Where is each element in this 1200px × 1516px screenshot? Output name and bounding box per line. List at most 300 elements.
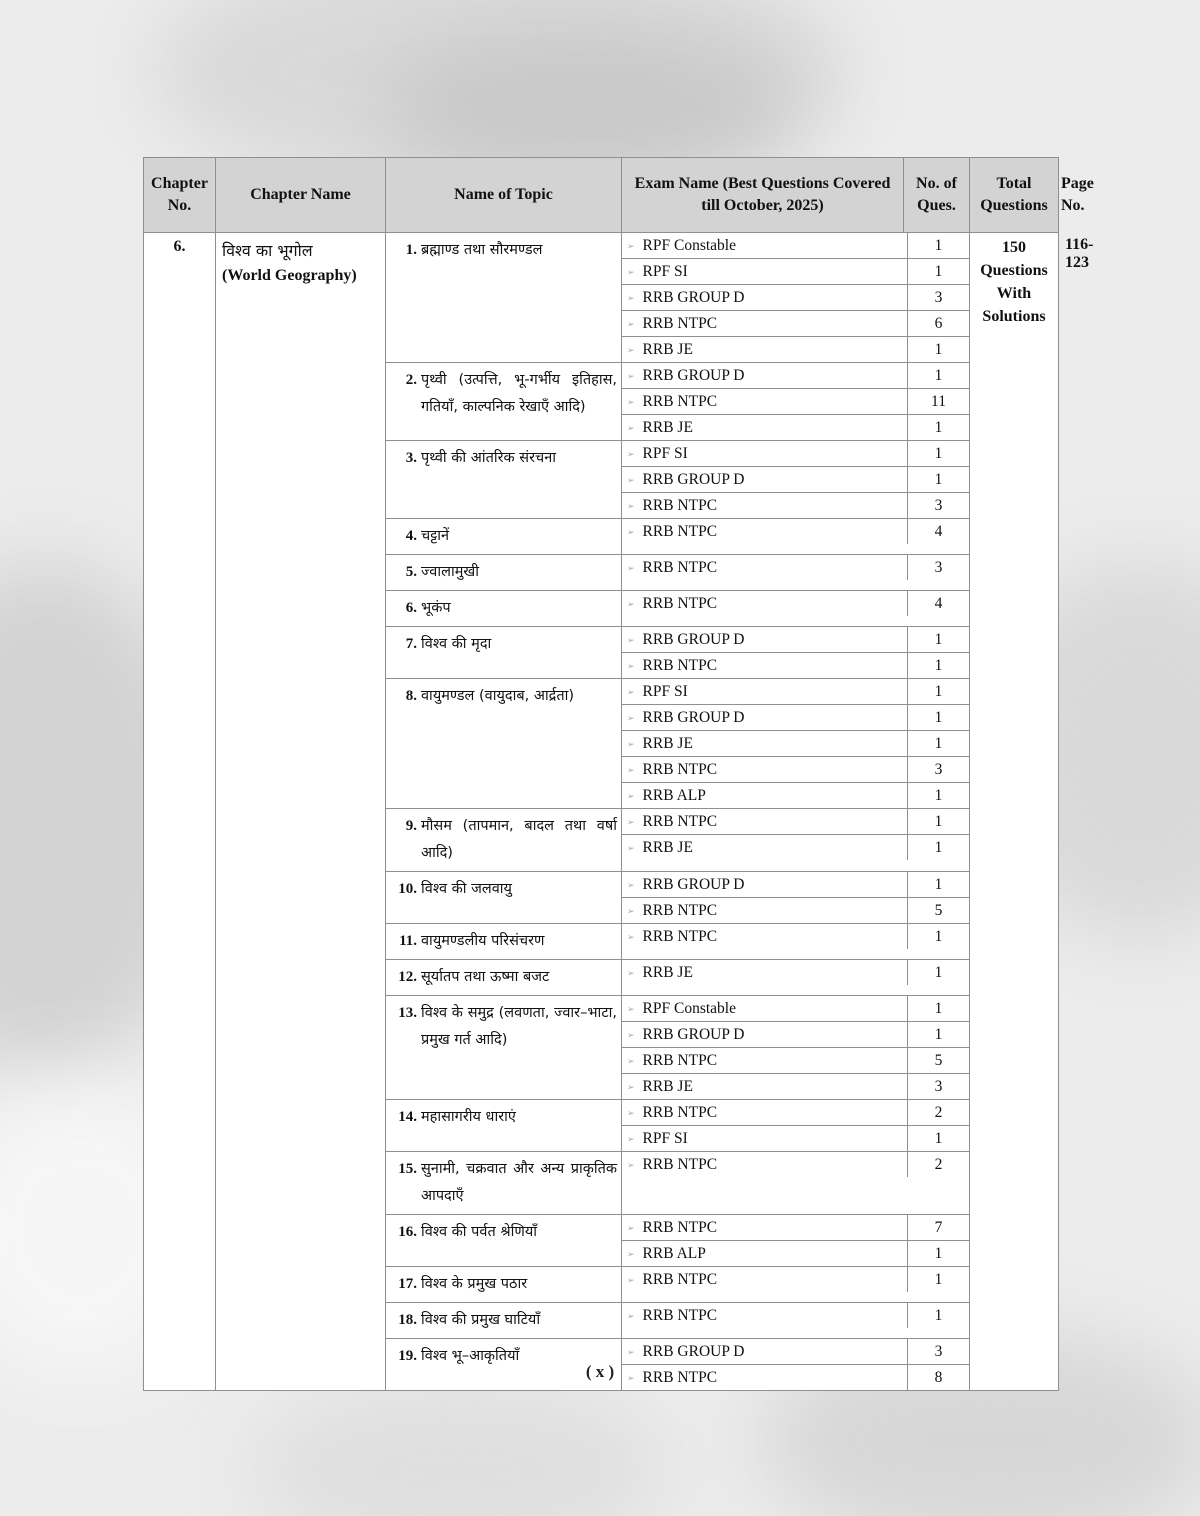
header-exam-questions [622,158,970,233]
exam-name [622,467,908,493]
exam-name [622,924,908,949]
exam-list-cell [622,555,970,591]
exam-row [622,311,969,337]
topic [391,237,617,264]
bullet-arrow-icon: ➢ [627,1275,635,1286]
bullet-arrow-icon: ➢ [627,1030,635,1041]
bullet-arrow-icon: ➢ [627,501,635,512]
exam-name-text: RPF Constable [642,236,736,254]
exam-name [622,731,908,757]
question-count: 1 [908,872,970,898]
exam-name-text: RRB NTPC [642,760,718,778]
chapter-number: 6. [144,233,216,1391]
chapter-name-hindi: विश्व का भूगोल [222,241,313,260]
bullet-arrow-icon: ➢ [627,397,635,408]
exam-row [622,1303,969,1328]
bullet-arrow-icon: ➢ [627,1056,635,1067]
topic-name: चट्टानें [421,528,450,544]
question-count: 1 [908,996,970,1022]
total-questions: 150 Questions With Solutions [970,233,1059,1391]
topic-name: सुनामी, चक्रवात और अन्य प्राकृतिक आपदाएँ [421,1161,617,1204]
bullet-arrow-icon: ➢ [627,687,635,698]
question-count: 8 [934,1368,943,1386]
question-count: 2 [934,1155,943,1173]
exam-name [622,627,908,653]
exam-name [622,1267,908,1292]
exam-row [622,1074,969,1100]
exam-list [622,591,969,616]
exam-name [622,555,908,580]
exam-row [622,1100,969,1126]
exam-row [622,1022,969,1048]
topic [391,1104,617,1131]
exam-row [622,591,969,616]
exam-name-text: RRB JE [642,418,693,436]
question-count: 3 [908,1339,970,1365]
exam-row [622,1339,969,1365]
question-count: 1 [908,809,970,835]
topic-name: महासागरीय धाराएं [421,1109,516,1125]
exam-name [622,363,908,389]
exam-name [622,757,908,783]
exam-name-text: RRB NTPC [642,1306,718,1324]
exam-name [622,1100,908,1126]
topic-number: 4. [405,528,417,544]
bullet-arrow-icon: ➢ [627,1108,635,1119]
question-count: 1 [908,467,970,493]
exam-name-text: RPF SI [642,682,688,700]
topic-cell [386,679,622,809]
exam-row [622,1048,969,1074]
exam-name-text: RRB GROUP D [642,1342,745,1360]
exam-list [622,363,969,440]
exam-row [622,415,969,441]
bullet-arrow-icon: ➢ [627,449,635,460]
exam-list [622,679,969,808]
exam-name-text: RRB NTPC [642,1051,718,1069]
exam-list [622,233,969,362]
chapter-name-english: (World Geography) [222,267,357,284]
bullet-arrow-icon: ➢ [627,293,635,304]
question-count: 5 [934,901,943,919]
exam-list [622,996,969,1099]
topic-name: वायुमण्डल (वायुदाब, आर्द्रता) [421,688,575,704]
topic-number: 17. [398,1276,417,1292]
bullet-arrow-icon: ➢ [627,267,635,278]
exam-name-text: RRB NTPC [642,594,718,612]
topic-name: विश्व की मृदा [421,636,492,652]
bullet-arrow-icon: ➢ [627,527,635,538]
exam-list-cell [622,1267,970,1303]
topic [391,523,617,550]
question-count: 1 [934,340,943,358]
exam-row [622,285,969,311]
exam-row [622,259,969,285]
exam-list-cell [622,1303,970,1339]
topic-number: 12. [398,969,417,985]
topic-number: 5. [405,564,417,580]
bullet-arrow-icon: ➢ [627,345,635,356]
question-count: 5 [908,1048,970,1074]
exam-row [622,809,969,835]
bullet-arrow-icon: ➢ [627,932,635,943]
exam-list [622,1152,969,1177]
question-count: 1 [908,233,970,259]
exam-name-text: RPF SI [642,262,688,280]
topic-name: विश्व के समुद्र (लवणता, ज्वार–भाटा, प्रमुख गर्त आदि) [421,1005,617,1048]
exam-list [622,519,969,544]
header-total-questions: Total Questions [970,158,1059,233]
exam-name-text: RRB NTPC [642,1103,718,1121]
question-count: 6 [908,311,970,337]
topic-number: 3. [405,450,417,466]
topic-name: ब्रह्माण्ड तथा सौरमण्डल [421,242,543,258]
exam-list-cell [622,679,970,809]
exam-name [622,996,908,1022]
question-count: 3 [934,558,943,576]
exam-name [622,898,908,924]
bullet-arrow-icon: ➢ [627,599,635,610]
question-count: 4 [934,522,943,540]
exam-list-cell [622,627,970,679]
exam-row [622,757,969,783]
question-count: 4 [934,594,943,612]
bullet-arrow-icon: ➢ [627,1134,635,1145]
exam-list [622,960,969,985]
topic [391,928,617,955]
exam-name-text: RRB GROUP D [642,708,745,726]
topic [391,445,617,472]
exam-list [622,441,969,518]
exam-list [622,1215,969,1266]
topic-cell [386,441,622,519]
exam-name-text: RRB NTPC [642,1218,718,1236]
page-number: ( x ) [585,1362,615,1381]
exam-name-text: RPF SI [642,1129,688,1147]
exam-name-text: RRB NTPC [642,558,718,576]
topic-name: पृथ्वी की आंतरिक संरचना [421,450,557,466]
exam-row [622,996,969,1022]
exam-row [622,1241,969,1267]
topic-cell [386,996,622,1100]
exam-row [622,898,969,924]
exam-name [622,783,908,809]
topic-row: 6. विश्व का भूगोल (World Geography) 1. ब्रह्माण्ड तथा सौरमण्डल ➢ RPF Constable 1 ➢ RPF SI 1 ➢ RRB GROUP D 3 ➢ RRB NTPC 6 ➢ RRB JE 1 150 Questions With Solutions 116-123 [144,233,1059,363]
header-row: Chapter No. Chapter Name Name of Topic Exam Name (Best Questions Covered till October, 2025) No. of Ques. Total Questions Page No. [144,158,1059,233]
topic-number: 13. [398,1005,417,1021]
exam-row [622,627,969,653]
bullet-arrow-icon: ➢ [627,880,635,891]
question-count: 1 [934,963,943,981]
topic [391,367,617,421]
bullet-arrow-icon: ➢ [627,241,635,252]
header-chapter-no: Chapter No. [144,158,216,233]
exam-name-text: RRB NTPC [642,1155,718,1173]
question-count: 1 [908,731,970,757]
topic-number: 19. [398,1348,417,1364]
question-count: 1 [934,1244,943,1262]
exam-name-text: RRB NTPC [642,1270,718,1288]
exam-name [622,259,908,285]
topic-number: 15. [398,1161,417,1177]
exam-name-text: RRB NTPC [642,812,718,830]
topic-cell [386,809,622,872]
topic-number: 6. [405,600,417,616]
topic-name: ज्वालामुखी [421,564,479,580]
exam-row [622,924,969,949]
question-count: 1 [908,705,970,731]
exam-name-text: RRB JE [642,838,693,856]
bullet-arrow-icon: ➢ [627,713,635,724]
exam-name [622,493,908,519]
question-count: 1 [934,838,943,856]
exam-name [622,311,908,337]
header-exam-name: Exam Name (Best Questions Covered till October, 2025) [622,158,904,232]
bullet-arrow-icon: ➢ [627,817,635,828]
exam-name [622,872,908,898]
question-count: 3 [908,757,970,783]
exam-list [622,924,969,949]
exam-list [622,872,969,923]
exam-row [622,441,969,467]
question-count: 1 [934,656,943,674]
bullet-arrow-icon: ➢ [627,563,635,574]
exam-name-text: RRB NTPC [642,656,718,674]
question-count: 1 [908,679,970,705]
topic-name: मौसम (तापमान, बादल तथा वर्षा आदि) [421,818,617,861]
topic-number: 1. [405,242,417,258]
topic-cell [386,627,622,679]
exam-name [622,519,908,544]
topic-name: भूकंप [421,600,451,616]
exam-name [622,1339,908,1365]
bullet-arrow-icon: ➢ [627,371,635,382]
question-count: 11 [908,389,970,415]
exam-list-cell [622,1215,970,1267]
topic-cell [386,1215,622,1267]
exam-list [622,555,969,580]
bullet-arrow-icon: ➢ [627,1082,635,1093]
exam-name-text: RRB GROUP D [642,366,745,384]
topic-cell [386,519,622,555]
exam-name-text: RRB NTPC [642,314,718,332]
exam-name-text: RRB NTPC [642,927,718,945]
exam-list-cell [622,924,970,960]
exam-list-cell [622,996,970,1100]
exam-row [622,653,969,679]
bullet-arrow-icon: ➢ [627,423,635,434]
exam-row [622,493,969,519]
topic-name: सूर्यातप तथा ऊष्मा बजट [421,969,550,985]
question-count: 1 [908,627,970,653]
exam-row [622,1267,969,1292]
topic-name: विश्व की जलवायु [421,881,512,897]
question-count: 2 [908,1100,970,1126]
question-count: 1 [934,1129,943,1147]
exam-name-text: RRB JE [642,734,693,752]
exam-name-text: RRB ALP [642,1244,706,1262]
exam-name-text: RRB ALP [642,786,706,804]
bullet-arrow-icon: ➢ [627,475,635,486]
bullet-arrow-icon: ➢ [627,319,635,330]
bullet-arrow-icon: ➢ [627,968,635,979]
exam-name [622,285,908,311]
bullet-arrow-icon: ➢ [627,635,635,646]
topic-name: विश्व भू–आकृतियाँ [421,1348,520,1364]
exam-list-cell [622,960,970,996]
question-count: 1 [934,418,943,436]
exam-list [622,1100,969,1151]
topic [391,813,617,867]
topic-cell [386,363,622,441]
topic [391,1219,617,1246]
exam-name [622,389,908,415]
topic-number: 10. [398,881,417,897]
topic-number: 9. [405,818,417,834]
question-count: 1 [934,786,943,804]
bullet-arrow-icon: ➢ [627,1160,635,1171]
exam-name [622,1303,908,1328]
exam-row [622,705,969,731]
exam-name [622,415,908,441]
exam-row [622,872,969,898]
topic [391,595,617,622]
exam-name [622,679,908,705]
topic [391,631,617,658]
exam-name [622,1241,908,1267]
topic [391,1000,617,1054]
exam-row [622,555,969,580]
exam-list-cell [622,591,970,627]
exam-row [622,960,969,985]
topic-cell [386,924,622,960]
bullet-arrow-icon: ➢ [627,1373,635,1384]
question-count: 3 [934,1077,943,1095]
exam-name [622,809,908,835]
exam-list-cell [622,872,970,924]
exam-name [622,1152,908,1177]
exam-list [622,627,969,678]
exam-name [622,835,908,861]
exam-name-text: RRB NTPC [642,522,718,540]
topic [391,1271,617,1298]
chapter-name-cell [216,233,386,1391]
question-count: 1 [934,927,943,945]
topic-cell [386,1267,622,1303]
topic-number: 18. [398,1312,417,1328]
exam-list-cell [622,233,970,363]
exam-list [622,1303,969,1328]
exam-name [622,1022,908,1048]
topic-name: विश्व के प्रमुख पठार [421,1276,528,1292]
exam-name-text: RRB GROUP D [642,470,745,488]
exam-name [622,1126,908,1152]
exam-row [622,467,969,493]
bullet-arrow-icon: ➢ [627,1223,635,1234]
question-count: 1 [908,1022,970,1048]
exam-row [622,679,969,705]
bullet-arrow-icon: ➢ [627,1311,635,1322]
exam-name-text: RRB GROUP D [642,630,745,648]
header-topic: Name of Topic [386,158,622,233]
topic-name: विश्व की पर्वत श्रेणियाँ [421,1224,537,1240]
exam-row [622,519,969,544]
bullet-arrow-icon: ➢ [627,661,635,672]
question-count: 1 [908,441,970,467]
exam-list-cell [622,519,970,555]
exam-name-text: RRB GROUP D [642,875,745,893]
topic-cell [386,1100,622,1152]
exam-name [622,337,908,363]
bullet-arrow-icon: ➢ [627,739,635,750]
exam-list-cell [622,1152,970,1215]
exam-name [622,591,908,616]
topic-cell [386,233,622,363]
topic-cell [386,1303,622,1339]
topic [391,964,617,991]
bullet-arrow-icon: ➢ [627,765,635,776]
topic [391,876,617,903]
exam-row [622,1152,969,1177]
exam-row [622,233,969,259]
exam-row [622,783,969,809]
contents-table [143,157,1094,1391]
exam-row [622,731,969,757]
bullet-arrow-icon: ➢ [627,1249,635,1260]
exam-row [622,1126,969,1152]
exam-list-cell [622,809,970,872]
question-count: 1 [934,1306,943,1324]
exam-name [622,705,908,731]
topic [391,683,617,710]
topic-cell [386,555,622,591]
question-count: 1 [908,259,970,285]
bullet-arrow-icon: ➢ [627,1004,635,1015]
exam-row [622,389,969,415]
exam-list [622,809,969,860]
topic-cell [386,591,622,627]
exam-name [622,441,908,467]
bullet-arrow-icon: ➢ [627,906,635,917]
question-count: 7 [908,1215,970,1241]
topic-cell [386,1152,622,1215]
topic-number: 8. [405,688,417,704]
exam-list-cell [622,441,970,519]
header-no-of-ques: No. of Ques. [916,175,957,214]
topic-cell [386,872,622,924]
topic-number: 11. [399,933,417,949]
question-count: 3 [908,285,970,311]
exam-list [622,1267,969,1292]
topic-name: पृथ्वी (उत्पत्ति, भू-गर्भीय इतिहास, गतियाँ, काल्पनिक रेखाएँ आदि) [421,372,617,415]
exam-name [622,1074,908,1100]
topic-number: 7. [405,636,417,652]
exam-row [622,1215,969,1241]
exam-name-text: RRB NTPC [642,901,718,919]
exam-name-text: RRB NTPC [642,496,718,514]
exam-name-text: RPF Constable [642,999,736,1017]
header-chapter-name: Chapter Name [216,158,386,233]
bullet-arrow-icon: ➢ [627,1347,635,1358]
question-count: 1 [908,363,970,389]
exam-name-text: RRB JE [642,340,693,358]
exam-list-cell [622,1100,970,1152]
question-count: 3 [934,496,943,514]
topic [391,559,617,586]
exam-name-text: RRB GROUP D [642,288,745,306]
topic [391,1156,617,1210]
exam-name-text: RPF SI [642,444,688,462]
